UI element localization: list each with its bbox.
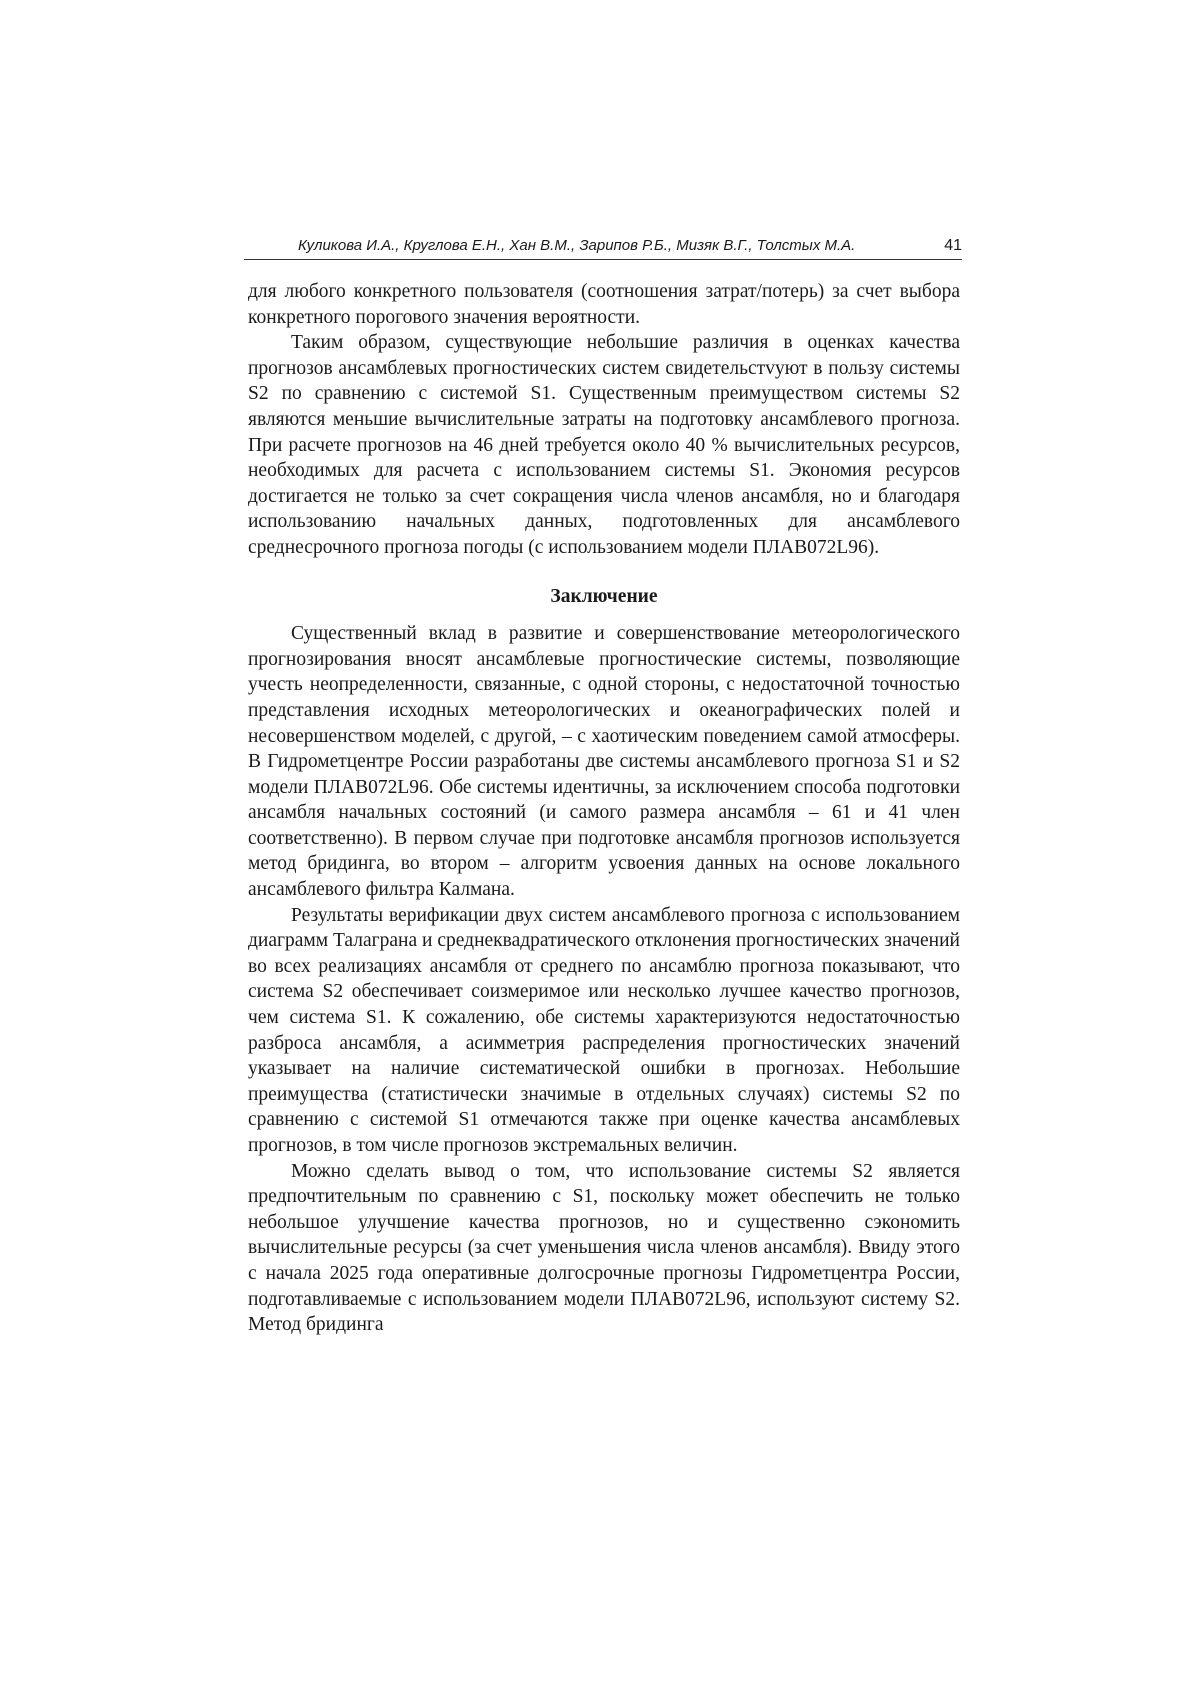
paragraph-continued: для любого конкретного пользователя (соотношения затрат/потерь) за счет выбора конкретного порогового значения вероятности. bbox=[248, 281, 960, 328]
page-number: 41 bbox=[944, 237, 962, 254]
running-header bbox=[244, 232, 962, 260]
paragraph-final-remarks: Можно сделать вывод о том, что использование системы S2 является предпочтительным по сравнению с S1, поскольку может обеспечить не только небольшое улучшение качества прогнозов, но и существенно сэкономить вычислительные ресурсы (за счет уменьшения числа членов ансамбля). Ввиду этого с начала 2025 года оперативные долгосрочные прогнозы Гидрометцентра России, подготавливаемые с использованием модели ПЛАВ072L96, используют систему S2. Метод бридинга bbox=[248, 1160, 960, 1336]
section-title-conclusion: Заключение bbox=[550, 585, 658, 607]
paragraph-verification-results: Результаты верификации двух систем ансамблевого прогноза с использованием диаграмм Талаграна и среднеквадратического отклонения прогностических значений во всех реализациях ансамбля от среднего по ансамблю прогноза показывают, что система S2 обеспечивает соизмеримое или несколько лучшее качество прогнозов, чем система S1. К сожалению, обе системы характеризуются недостаточностью разброса ансамбля, а асимметрия распределения прогностических значений указывает на наличие систематической ошибки в прогнозах. Небольшие преимущества (статистически значимые в отдельных случаях) системы S2 по сравнению с системой S1 отмечаются также при оценке качества ансамблевых прогнозов, в том числе прогнозов экстремальных величин. bbox=[248, 904, 960, 1156]
paragraph-conclusion-intro: Существенный вклад в развитие и совершенствование метеорологического прогнозирования вносят ансамблевые прогностические системы, позволяющие учесть неопределенности, связанные, с одной стороны, с недостаточной точностью представления исходных метеорологических и океанографических полей и несовершенством моделей, с другой, – с хаотическим поведением самой атмосферы. В Гидрометцентре России разработаны две системы ансамблевого прогноза S1 и S2 модели ПЛАВ072L96. Обе системы идентичны, за исключением способа подготовки ансамбля начальных состояний (и самого размера ансамбля – 61 и 41 член соответственно). В первом случае при подготовке ансамбля прогнозов используется метод бридинга, во втором – алгоритм усвоения данных на основе локального ансамблевого фильтра Калмана. bbox=[248, 623, 960, 901]
paragraph-s2-advantages: Таким образом, существующие небольшие различия в оценках качества прогнозов ансамблевых прогностических систем свидетельстvуют в пользу системы S2 по сравнению с системой S1. Существенным преимуществом системы S2 являются меньшие вычислительные затраты на подготовку ансамблевого прогноза. При расчете прогнозов на 46 дней требуется около 40 % вычислительных ресурсов, необходимых для расчета с использованием системы S1. Экономия ресурсов достигается не только за счет сокращения числа членов ансамбля, но и благодаря использованию начальных данных, подготовленных для ансамблевого среднесрочного прогноза погоды (с использованием модели ПЛАВ072L96). bbox=[248, 332, 960, 558]
page-body bbox=[248, 279, 960, 1338]
header-authors: Куликова И.А., Круглова Е.Н., Хан В.М., Зарипов Р.Б., Мизяк В.Г., Толстых М.А. bbox=[298, 237, 856, 254]
